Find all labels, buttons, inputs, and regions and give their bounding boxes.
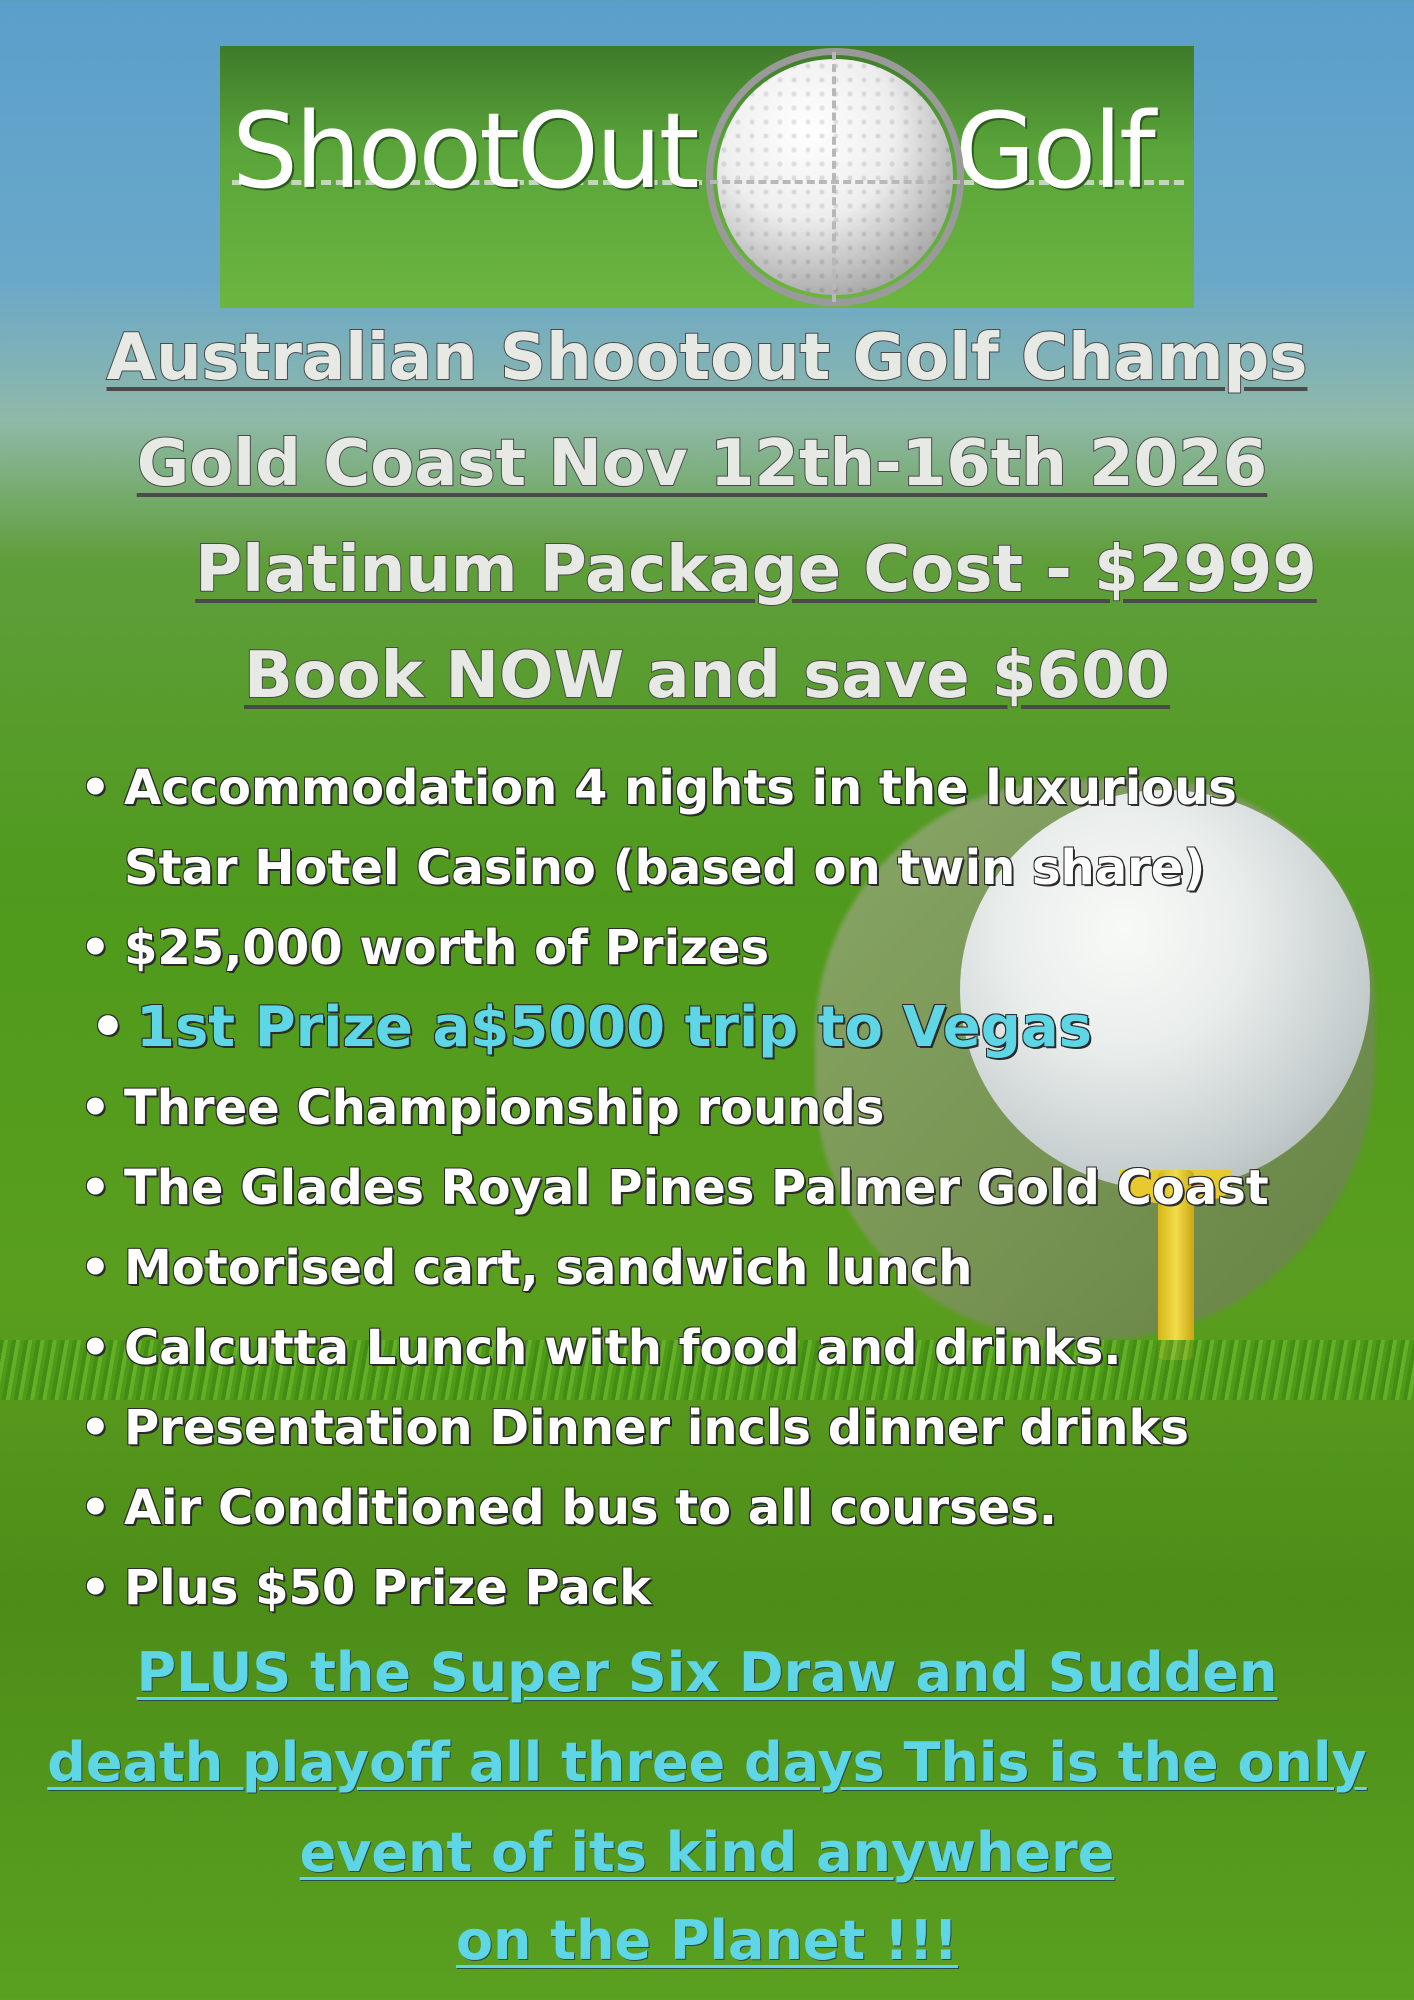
list-item: • The Glades Royal Pines Palmer Gold Coast <box>80 1148 1400 1228</box>
list-item: • Plus $50 Prize Pack <box>80 1548 1400 1628</box>
logo-word-golf: Golf <box>955 90 1153 212</box>
list-item: • Accommodation 4 nights in the luxurious <box>80 748 1400 828</box>
package-cost: Platinum Package Cost - $2999 <box>195 533 1317 607</box>
list-item: • Three Championship rounds <box>80 1068 1400 1148</box>
logo-word-shootout: ShootOut <box>232 90 697 212</box>
list-item: • Motorised cart, sandwich lunch <box>80 1228 1400 1308</box>
closing-line: death playoff all three days This is the only <box>47 1731 1367 1794</box>
list-item: • Presentation Dinner incls dinner drinks <box>80 1388 1400 1468</box>
list-item: • Calcutta Lunch with food and drinks. <box>80 1308 1400 1388</box>
shootout-golf-logo <box>220 46 1194 308</box>
booking-offer: Book NOW and save $600 <box>243 639 1171 713</box>
package-features-list <box>80 748 1400 1628</box>
crosshair-vertical-line <box>832 52 836 302</box>
event-title: Australian Shootout Golf Champs <box>106 321 1308 395</box>
list-item: • Air Conditioned bus to all courses. <box>80 1468 1400 1548</box>
list-item-highlight: • 1st Prize a$5000 trip to Vegas <box>80 988 1400 1068</box>
event-location-dates: Gold Coast Nov 12th-16th 2026 <box>136 427 1268 501</box>
closing-line: event of its kind anywhere <box>299 1821 1115 1884</box>
list-item: Star Hotel Casino (based on twin share) <box>124 840 1206 896</box>
closing-line: on the Planet !!! <box>455 1909 959 1972</box>
crosshair-horizontal-line <box>710 180 960 184</box>
list-item: • $25,000 worth of Prizes <box>80 908 1400 988</box>
closing-line: PLUS the Super Six Draw and Sudden <box>136 1641 1278 1704</box>
